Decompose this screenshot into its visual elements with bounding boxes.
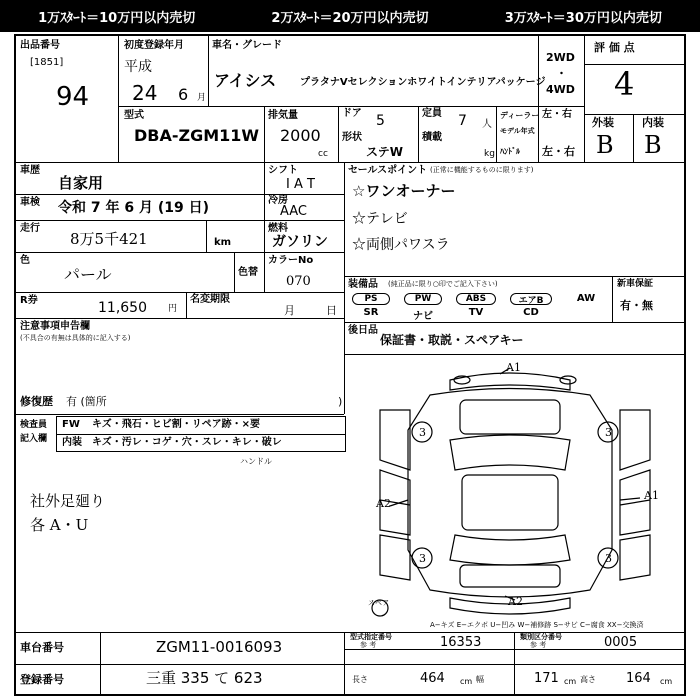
height-unit: cm [660,677,673,686]
equip-airbag: エアB [510,293,552,305]
notes-label: 注意事項申告欄 [20,321,90,332]
right-rear-quarter [620,535,650,580]
handwritten-note-1: 社外足廻り [30,492,106,510]
capacity-value: 7 [458,113,467,129]
vin-label: 車台番号 [20,641,64,654]
height-label: 高さ [580,675,596,684]
shift-label: シフト [268,165,298,176]
equip-pw: PW [404,293,442,305]
interior-label: 内装 [642,116,664,129]
tire-mark-fl: 3 [419,426,426,439]
name-change-label: 名変期限 [190,294,230,305]
rear-window [450,535,570,565]
lot-label: 出品番号 [20,40,60,51]
interior-inspect-items: キズ・汚レ・コゲ・穴・スレ・キレ・破レ [92,437,282,448]
repair-label: 修復歴 [20,395,53,408]
displacement-unit: cc [318,149,328,159]
inspector-label-1: 検査員 [20,420,48,430]
car-damage-diagram [350,360,680,630]
docs-label: 後日品 [348,325,378,336]
recycle-value: 11,650 [98,300,147,316]
doors-value: 5 [376,113,385,129]
lot-code: [1851] [30,57,64,68]
chassis-type-label: 型式 [124,110,144,121]
fuel-label: 燃料 [268,223,288,234]
selling-point-2: ☆テレビ [352,211,408,227]
notes-sub: (不具合の有無は具体的に記入する) [20,334,131,342]
width-value: 171 [534,671,559,686]
handle-note: ハンドル [240,457,272,466]
cooler-value: AAC [280,204,307,219]
inspection-label: 車検 [20,197,40,208]
width-unit: cm [564,677,577,686]
length-label: 長さ [352,675,368,684]
model-designation-value: 16353 [440,635,482,650]
mark-rear: A2 [508,595,523,608]
length-unit: cm [460,677,473,686]
damage-legend: A−キズ E−エクボ U−凹み W−補修跡 S−サビ C−腐食 XX−交換済 [430,621,644,629]
width-label: 幅 [476,675,484,684]
left-rear-quarter [380,535,410,580]
dealer-value: 左・右 [542,109,572,120]
first-reg-month-unit: 月 [197,93,207,103]
banner-text-2: 2万ｽﾀｰﾄ＝20万円以内売切 [271,10,429,26]
mileage-value: 8万5千421 [70,230,148,248]
shift-value: I A T [286,177,315,192]
windshield [450,435,570,470]
new-car-warranty-value: 有・無 [620,299,653,312]
fw-label: FW [62,419,80,430]
recycle-label: R券 [20,295,38,306]
front-bumper [450,373,570,390]
car-grade: プラタナVセレクションホワイトインテリアパッケージ [300,77,546,88]
load-unit: kg [484,149,495,159]
first-reg-month: 6 [178,85,189,104]
banner-text-3: 3万ｽﾀｰﾄ＝30万円以内売切 [504,10,662,26]
interior-grade: B [644,131,662,159]
equip-abs: ABS [456,293,496,305]
displacement-label: 排気量 [268,110,298,121]
tire-mark-fr: 3 [605,426,612,439]
selling-points-label: セールスポイント [348,165,428,176]
equipment-label: 装備品 [348,279,378,290]
color-label: 色 [20,255,30,266]
hood-panel [460,400,560,434]
color-code-label: カラーNo [268,255,314,266]
lot-number: 94 [56,82,90,112]
shape-label: 形状 [342,132,362,143]
model-year-label: モデル年式 [500,127,535,135]
first-reg-year: 24 [132,81,158,105]
evaluation-label: 評 価 点 [594,41,635,54]
height-value: 164 [626,671,651,686]
right-front-fender [620,410,650,470]
mark-right: A1 [644,489,659,502]
doors-label: ドア [342,108,362,119]
car-body-outline [408,389,612,598]
first-reg-label: 初度登録年月 [124,40,184,51]
mark-front: A1 [506,361,521,374]
name-change-day: 日 [326,304,337,317]
vin-value: ZGM11-0016093 [156,638,283,656]
fw-items: キズ・飛石・ヒビ割・リペア跡・×要 [92,419,260,430]
banner-text-1: 1万ｽﾀｰﾄ＝10万円以内売切 [38,10,196,26]
docs-value: 保証書・取説・スペアキー [380,333,524,347]
equip-ps: PS [352,293,390,305]
selling-point-3: ☆両側パワスラ [352,237,450,253]
name-change-month: 月 [284,304,295,317]
inspector-label-2: 記入欄 [20,434,48,444]
capacity-label: 定員 [422,108,442,119]
inspection-value: 令和 7 年 6 月 (19 日) [58,200,210,216]
spare-label: スペア [368,599,389,607]
trunk-panel [460,565,560,587]
selling-point-1: ☆ワンオーナー [352,182,456,200]
usage-value: 自家用 [58,174,104,192]
displacement-value: 2000 [280,126,321,145]
color-value: パール [64,265,112,284]
exterior-label: 外装 [592,116,614,129]
fuel-value: ガソリン [272,234,328,250]
equip-aw: AW [576,293,596,304]
mark-left: A2 [376,497,391,510]
auction-banner [0,0,700,32]
tire-mark-rl: 3 [419,552,426,565]
left-front-fender [380,410,410,470]
repair-value: 有 (箇所 [66,395,107,408]
capacity-unit: 人 [482,119,492,130]
equip-tv: TV [468,307,484,318]
category-sub: 参 考 [530,641,547,649]
model-designation-label: 型式指定番号 [350,633,392,641]
equip-navi: ナビ [413,311,433,322]
car-model: アイシス [214,71,277,90]
color-change-label: 色替 [238,267,258,278]
cooler-label: 冷房 [268,195,288,206]
handwritten-note-2: 各 A・U [30,516,89,534]
name-label: 車名・グレード [212,40,282,51]
category-value: 0005 [604,635,638,650]
tire-mark-rr: 3 [605,552,612,565]
equipment-sub: (純正品に限り○印でご記入下さい) [388,280,498,288]
recycle-unit: 円 [168,304,178,314]
dealer-label: ディーラー [500,111,540,120]
load-label: 積載 [422,132,442,143]
drive-2wd: 2WD [546,51,575,64]
chassis-type-value: DBA-ZGM11W [134,126,260,145]
plate-value: 三重 335 て 623 [146,669,263,687]
handle-label: ﾊﾝﾄﾞﾙ [500,147,520,156]
mileage-label: 走行 [20,223,40,234]
first-reg-era: 平成 [124,59,152,75]
exterior-grade: B [596,131,614,159]
new-car-warranty-label: 新車保証 [617,279,654,289]
roof-panel [462,475,558,530]
interior-inspect-label: 内装 [62,437,82,448]
length-value: 464 [420,671,445,686]
drive-dot: ・ [556,67,567,80]
mileage-unit: km [214,237,232,248]
drive-4wd: 4WD [546,83,575,96]
model-designation-sub: 参 考 [360,641,377,649]
plate-label: 登録番号 [20,673,64,686]
equip-sr: SR [363,307,379,318]
category-label: 類別区分番号 [520,633,562,641]
usage-label: 車歴 [20,165,40,176]
color-code-value: 070 [286,274,311,289]
shape-value: ステW [366,145,403,159]
equip-cd: CD [523,307,539,318]
handle-value: 左・右 [542,145,575,158]
selling-points-sub: (正常に機能するものに限ります) [430,166,534,174]
evaluation-score: 4 [614,65,635,103]
